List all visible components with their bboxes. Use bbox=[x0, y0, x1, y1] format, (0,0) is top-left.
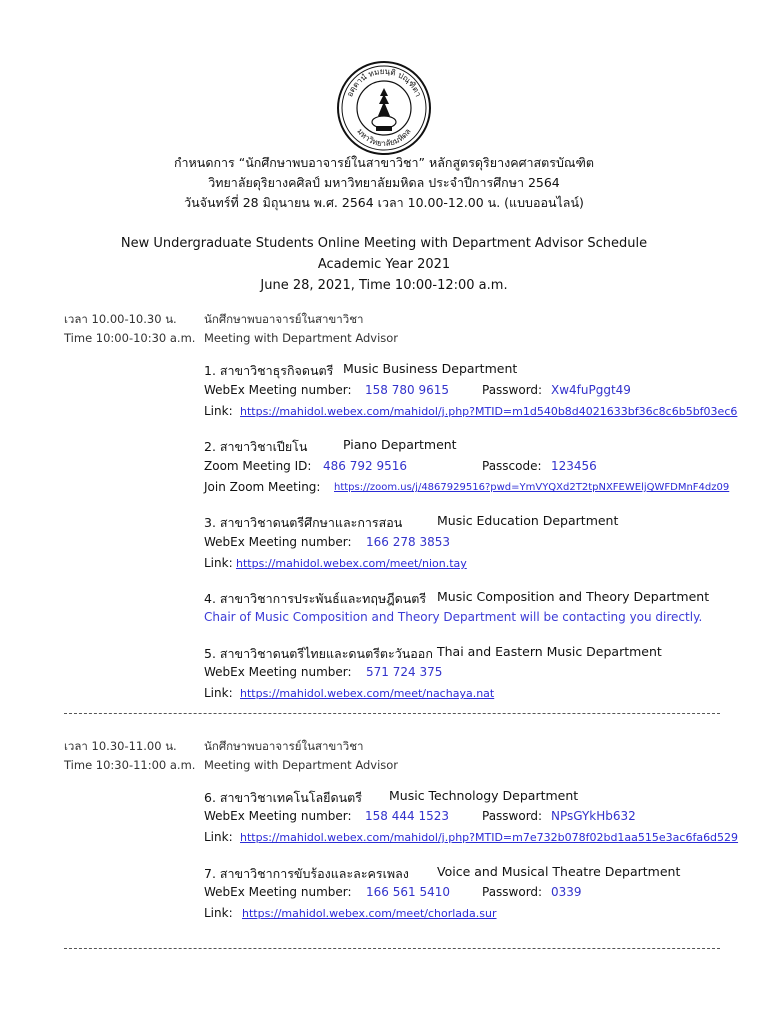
section-divider bbox=[64, 713, 720, 714]
dept-2-id-value: 486 792 9516 bbox=[323, 459, 407, 473]
dept-7-id-label: WebEx Meeting number: bbox=[204, 885, 352, 899]
dept-7-name-en: Voice and Musical Theatre Department bbox=[437, 864, 681, 879]
dept-6-link-label: Link: bbox=[204, 830, 233, 844]
svg-text:อตฺตานํ ทมยนฺติ ปณฺฑิตา: อตฺตานํ ทมยนฺติ ปณฺฑิตา bbox=[345, 66, 423, 99]
thai-header-line-1: กำหนดการ “นักศึกษาพบอาจารย์ในสาขาวิชา” หลักสูตรดุริยางคศาสตรบัณฑิต bbox=[173, 155, 595, 170]
dept-1-id-value: 158 780 9615 bbox=[365, 383, 449, 397]
session-1-time-th: เวลา 10.00-10.30 น. bbox=[64, 312, 177, 326]
dept-1-name-en: Music Business Department bbox=[343, 361, 518, 376]
dept-3-id-value: 166 278 3853 bbox=[366, 535, 450, 549]
dept-1-id-label: WebEx Meeting number: bbox=[204, 383, 352, 397]
dept-7-link-label: Link: bbox=[204, 906, 233, 920]
dept-3-link[interactable]: https://mahidol.webex.com/meet/nion.tay bbox=[236, 557, 467, 570]
dept-4-name-en: Music Composition and Theory Department bbox=[437, 589, 710, 604]
thai-header-line-2: วิทยาลัยดุริยางคศิลป์ มหาวิทยาลัยมหิดล ประจำปีการศึกษา 2564 bbox=[208, 175, 560, 190]
dept-6-id-value: 158 444 1523 bbox=[365, 809, 449, 823]
dept-6-name-th: 6. สาขาวิชาเทคโนโลยีดนตรี bbox=[204, 790, 362, 805]
dept-7-id-value: 166 561 5410 bbox=[366, 885, 450, 899]
dept-2-pw-value: 123456 bbox=[551, 459, 597, 473]
english-header-line-3: June 28, 2021, Time 10:00-12:00 a.m. bbox=[260, 278, 508, 293]
bottom-divider bbox=[64, 948, 720, 949]
dept-4-note: Chair of Music Composition and Theory Department will be contacting you directly. bbox=[204, 610, 703, 624]
english-header-line-2: Academic Year 2021 bbox=[317, 257, 451, 272]
dept-2-link[interactable]: https://zoom.us/j/4867929516?pwd=YmVYQXd2T2tpNXFEWEljQWFDMnF4dz09 bbox=[334, 482, 730, 493]
thai-header bbox=[0, 153, 768, 213]
dept-5-link[interactable]: https://mahidol.webex.com/meet/nachaya.nat bbox=[240, 687, 495, 700]
session-2-title-th: นักศึกษาพบอาจารย์ในสาขาวิชา bbox=[204, 739, 364, 753]
session-2-title-en: Meeting with Department Advisor bbox=[204, 758, 399, 772]
session-2-time-th: เวลา 10.30-11.00 น. bbox=[64, 739, 177, 753]
university-seal-logo bbox=[336, 60, 432, 156]
dept-3-name-en: Music Education Department bbox=[437, 513, 619, 528]
dept-2-pw-label: Passcode: bbox=[482, 459, 542, 473]
dept-7-pw-label: Password: bbox=[482, 885, 543, 899]
dept-3-link-label: Link: bbox=[204, 556, 233, 570]
dept-1-pw-value: Xw4fuPggt49 bbox=[551, 383, 631, 397]
dept-3-name-th: 3. สาขาวิชาดนตรีศึกษาและการสอน bbox=[204, 515, 403, 530]
thai-header-line-3: วันจันทร์ที่ 28 มิถุนายน พ.ศ. 2564 เวลา 10.00-12.00 น. (แบบออนไลน์) bbox=[184, 195, 584, 210]
dept-5-name-en: Thai and Eastern Music Department bbox=[437, 644, 662, 659]
dept-1-name-th: 1. สาขาวิชาธุรกิจดนตรี bbox=[204, 363, 334, 378]
session-1-time-en: Time 10:00-10:30 a.m. bbox=[64, 331, 196, 345]
session-2-time-en: Time 10:30-11:00 a.m. bbox=[64, 758, 196, 772]
dept-1-link[interactable]: https://mahidol.webex.com/mahidol/j.php?MTID=m1d540b8d4021633bf36c8c6b5bf03ec6 bbox=[240, 405, 738, 418]
dept-7-name-th: 7. สาขาวิชาการขับร้องและละครเพลง bbox=[204, 866, 409, 881]
dept-6-name-en: Music Technology Department bbox=[389, 788, 579, 803]
session-1-title-th: นักศึกษาพบอาจารย์ในสาขาวิชา bbox=[204, 312, 364, 326]
dept-6-link[interactable]: https://mahidol.webex.com/mahidol/j.php?MTID=m7e732b078f02bd1aa515e3ac6fa6d529 bbox=[240, 831, 739, 844]
dept-5-name-th: 5. สาขาวิชาดนตรีไทยและดนตรีตะวันออก bbox=[204, 646, 433, 661]
dept-5-id-value: 571 724 375 bbox=[366, 665, 443, 679]
dept-1-pw-label: Password: bbox=[482, 383, 543, 397]
session-1-title-en: Meeting with Department Advisor bbox=[204, 331, 399, 345]
dept-1-link-label: Link: bbox=[204, 404, 233, 418]
dept-3-id-label: WebEx Meeting number: bbox=[204, 535, 352, 549]
dept-2-name-th: 2. สาขาวิชาเปียโน bbox=[204, 439, 308, 454]
svg-text:มหาวิทยาลัยมหิดล: มหาวิทยาลัยมหิดล bbox=[355, 126, 413, 149]
dept-7-link[interactable]: https://mahidol.webex.com/meet/chorlada.sur bbox=[242, 907, 497, 920]
dept-2-link-label: Join Zoom Meeting: bbox=[204, 480, 321, 494]
dept-4-name-th: 4. สาขาวิชาการประพันธ์และทฤษฎีดนตรี bbox=[204, 591, 427, 606]
dept-5-link-label: Link: bbox=[204, 686, 233, 700]
dept-2-name-en: Piano Department bbox=[343, 437, 457, 452]
english-header-line-1: New Undergraduate Students Online Meeting with Department Advisor Schedule bbox=[120, 236, 648, 251]
dept-5-id-label: WebEx Meeting number: bbox=[204, 665, 352, 679]
dept-6-pw-value: NPsGYkHb632 bbox=[551, 809, 636, 823]
dept-6-id-label: WebEx Meeting number: bbox=[204, 809, 352, 823]
dept-7-pw-value: 0339 bbox=[551, 885, 582, 899]
dept-6-pw-label: Password: bbox=[482, 809, 543, 823]
dept-2-id-label: Zoom Meeting ID: bbox=[204, 459, 312, 473]
english-header bbox=[0, 233, 768, 296]
